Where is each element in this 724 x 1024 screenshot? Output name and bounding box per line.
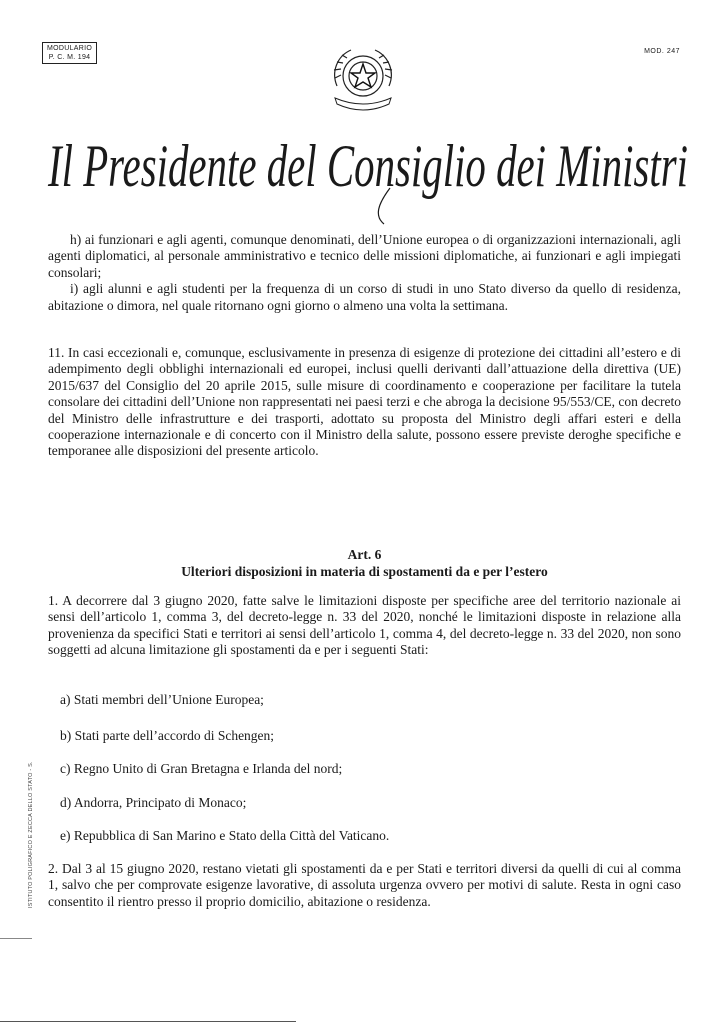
- list-item: e) Repubblica di San Marino e Stato della Città del Vaticano.: [60, 828, 390, 843]
- item-h: [48, 232, 681, 314]
- paragraph-i: i) agli alunni e agli studenti per la frequenza di un corso di studi in uno Stato diverso da quello di residenza, abitazione o dimora, nel quale ritornano ogni giorno o almeno una volta la settimana.: [48, 281, 681, 313]
- article-paragraph-2: [48, 861, 681, 910]
- list-item: c) Regno Unito di Gran Bretagna e Irlanda del nord;: [60, 761, 343, 776]
- list-item: b) Stati parte dell’accordo di Schengen;: [60, 728, 275, 743]
- article-number: Art. 6: [347, 547, 382, 562]
- document-title: [38, 124, 698, 234]
- paragraph-h: h) ai funzionari e agli agenti, comunque denominati, dell’Unione europea o di organizzazioni internazionali, agli agenti diplomatici, al personale amministrativo e tecnico delle missioni diplomatiche, ai funzionari e agli impiegati consolari;: [48, 232, 681, 280]
- margin-divider: [0, 938, 32, 939]
- article-paragraph-1-text: 1. A decorrere dal 3 giugno 2020, fatte salve le limitazioni disposte per specifiche aree del territorio nazionale ai sensi dell’articolo 1, comma 3, del decreto-legge n. 33 del 2020, nonché le limitazioni disposte in relazione alla provenienza da specifici Stati e territori ai sensi dell’articolo 1, comma 4, del decreto-legge n. 33 del 2020, non sono soggetti ad alcuna limitazione gli spostamenti da e per i seguenti Stati:: [48, 593, 681, 658]
- paragraph-11-text: 11. In casi eccezionali e, comunque, esclusivamente in presenza di esigenze di protezione dei cittadini all’estero e di adempimento degli obblighi internazionali ed europei, inclusi quelli derivanti dall’attuazione della direttiva (UE) 2015/637 del Consiglio del 20 aprile 2015, sulle misure di coordinamento e cooperazione per facilitare la tutela consolare dei cittadini dell’Unione non rappresentati nei paesi terzi e che abroga la decisione 95/553/CE, con decreto del Ministro delle infrastrutture e dei trasporti, adottato su proposta del Ministro degli affari esteri e della cooperazione internazionale e di concerto con il Ministro della salute, possono essere previste deroghe specifiche e temporanee alle disposizioni del presente articolo.: [48, 345, 681, 459]
- printer-stamp: ISTITUTO POLIGRAFICO E ZECCA DELLO STATO - S.: [28, 761, 34, 908]
- italian-republic-emblem-icon: [323, 42, 403, 118]
- title-text: Il Presidente del Consiglio dei Ministri: [47, 133, 689, 199]
- article-paragraph-1: [48, 593, 681, 659]
- bottom-divider: [0, 1021, 296, 1022]
- list-item: a) Stati membri dell’Unione Europea;: [60, 692, 264, 707]
- article-heading: Ulteriori disposizioni in materia di spostamenti da e per l’estero: [181, 564, 548, 579]
- modulario-code: P. C. M. 194: [48, 54, 91, 61]
- list-item: d) Andorra, Principato di Monaco;: [60, 795, 247, 810]
- article-paragraph-2-text: 2. Dal 3 al 15 giugno 2020, restano vietati gli spostamenti da e per Stati e territori diversi da quelli di cui al comma 1, salvo che per comprovate esigenze lavorative, di assoluta urgenza ovvero per motivi di salute. Resta in ogni caso consentito il rientro presso il proprio domicilio, abitazione o residenza.: [48, 861, 681, 909]
- modulario-box: [42, 42, 97, 64]
- mod-code: MOD. 247: [644, 48, 680, 55]
- modulario-label: MODULARIO: [47, 45, 93, 52]
- paragraph-11: [48, 345, 681, 460]
